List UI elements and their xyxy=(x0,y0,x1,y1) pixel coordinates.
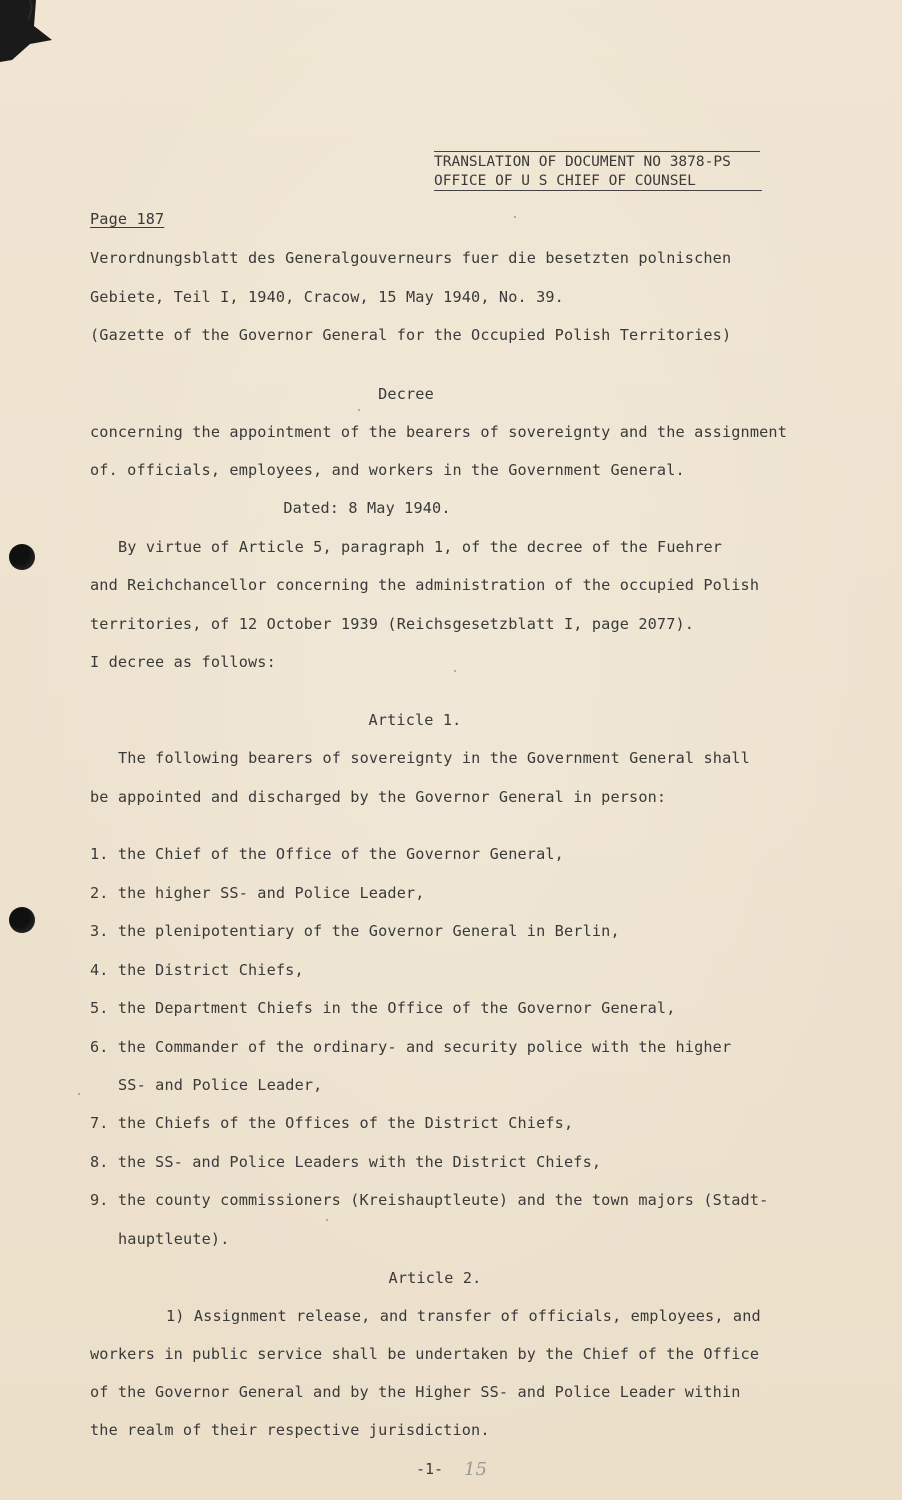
preamble-line: By virtue of Article 5, paragraph 1, of the decree of the Fuehrer xyxy=(118,538,723,556)
list-item: 7. the Chiefs of the Offices of the District Chiefs, xyxy=(90,1114,574,1132)
list-item: 4. the District Chiefs, xyxy=(90,961,304,979)
article-2-line: of the Governor General and by the Higher SS- and Police Leader within xyxy=(90,1383,741,1401)
staple-mark-icon xyxy=(0,0,54,70)
page-reference: Page 187 xyxy=(90,210,165,228)
article-2-heading: Article 2. xyxy=(388,1269,482,1287)
source-line: (Gazette of the Governor General for the Occupied Polish Territories) xyxy=(90,326,732,344)
list-item: 5. the Department Chiefs in the Office of the Governor General, xyxy=(90,999,676,1017)
list-item: 8. the SS- and Police Leaders with the District Chiefs, xyxy=(90,1153,602,1171)
list-item: 6. the Commander of the ordinary- and security police with the higher xyxy=(90,1038,732,1056)
handwritten-page-number: 15 xyxy=(464,1459,487,1480)
list-item: 2. the higher SS- and Police Leader, xyxy=(90,884,425,902)
paper-speck xyxy=(326,1219,328,1221)
page-number: -1- xyxy=(416,1460,444,1478)
decree-date: Dated: 8 May 1940. xyxy=(283,499,451,517)
list-item: 9. the county commissioners (Kreishauptleute) and the town majors (Stadt- xyxy=(90,1191,769,1209)
decree-statement: I decree as follows: xyxy=(90,653,276,671)
source-line: Verordnungsblatt des Generalgouverneurs fuer die besetzten polnischen xyxy=(90,249,732,267)
source-line: Gebiete, Teil I, 1940, Cracow, 15 May 1940, No. 39. xyxy=(90,288,564,306)
punch-hole-icon xyxy=(9,544,35,570)
header-rule-bottom xyxy=(434,190,762,191)
article-2-line: the realm of their respective jurisdiction. xyxy=(90,1421,490,1439)
paper-speck xyxy=(454,670,456,672)
article-1-intro: The following bearers of sovereignty in the Government General shall xyxy=(118,749,750,767)
decree-heading: Decree xyxy=(378,385,434,403)
document-header-office: OFFICE OF U S CHIEF OF COUNSEL xyxy=(434,173,696,189)
list-item: 1. the Chief of the Office of the Governor General, xyxy=(90,845,564,863)
list-item: 3. the plenipotentiary of the Governor General in Berlin, xyxy=(90,922,620,940)
header-rule-top xyxy=(434,151,760,152)
preamble-line: territories, of 12 October 1939 (Reichsgesetzblatt I, page 2077). xyxy=(90,615,695,633)
article-1-intro: be appointed and discharged by the Governor General in person: xyxy=(90,788,667,806)
paper-speck xyxy=(358,409,360,411)
decree-subject: concerning the appointment of the bearers of sovereignty and the assignment xyxy=(90,423,788,441)
article-1-heading: Article 1. xyxy=(368,711,462,729)
list-item-continuation: hauptleute). xyxy=(118,1230,230,1248)
paper-speck xyxy=(514,216,516,218)
paper-speck xyxy=(78,1093,80,1095)
document-header-title: TRANSLATION OF DOCUMENT NO 3878-PS xyxy=(434,154,731,170)
decree-subject: of. officials, employees, and workers in the Government General. xyxy=(90,461,685,479)
preamble-line: and Reichchancellor concerning the administration of the occupied Polish xyxy=(90,576,760,594)
punch-hole-icon xyxy=(9,907,35,933)
list-item-continuation: SS- and Police Leader, xyxy=(118,1076,323,1094)
article-2-line: 1) Assignment release, and transfer of officials, employees, and xyxy=(166,1307,761,1325)
article-2-line: workers in public service shall be undertaken by the Chief of the Office xyxy=(90,1345,760,1363)
